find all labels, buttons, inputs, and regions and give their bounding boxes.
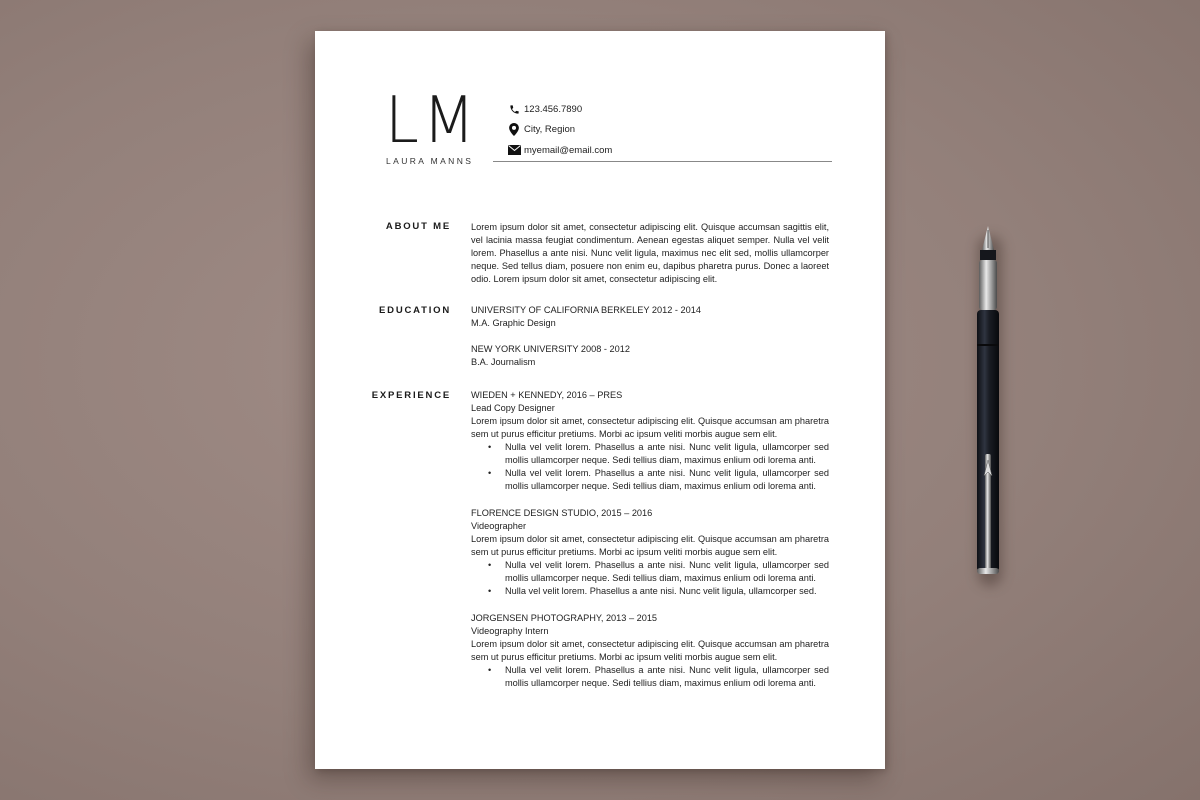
experience-heading: EXPERIENCE (371, 390, 451, 401)
job-entry (471, 389, 829, 493)
education-item (471, 304, 829, 330)
education-heading: EDUCATION (379, 305, 451, 316)
fountain-pen-icon (968, 224, 1008, 584)
school-name: NEW YORK UNIVERSITY 2008 - 2012 (471, 344, 630, 354)
degree: M.A. Graphic Design (471, 318, 556, 328)
experience-list (471, 389, 829, 704)
bullet-icon: • (488, 586, 492, 596)
bullet-text: Nulla vel velit lorem. Phasellus a ante nisi. Nunc velit ligula, ullamcorper sed mollis ullamcorper neque. Sedi tellius diam, maximus enlium odi lorema anti. (505, 665, 829, 688)
bullet-icon: • (488, 560, 492, 570)
resume-page (315, 31, 885, 769)
bullet-item (471, 559, 829, 585)
job-company: JORGENSEN PHOTOGRAPHY, 2013 – 2015 (471, 613, 658, 623)
bullet-item (471, 664, 829, 690)
job-bullets (471, 441, 829, 493)
bullet-item (471, 467, 829, 493)
bullet-icon: • (488, 665, 492, 675)
envelope-icon (507, 145, 521, 155)
job-bullets (471, 559, 829, 598)
job-summary: Lorem ipsum dolor sit amet, consectetur adipiscing elit. Quisque accumsan am pharetra sem ut purus efficitur pretiums. Morbi ac ipsum veliti morbis augue sem elit. (471, 639, 829, 662)
job-company: WIEDEN + KENNEDY, 2016 – PRES (471, 390, 623, 400)
bullet-icon: • (488, 442, 492, 452)
bullet-text: Nulla vel velit lorem. Phasellus a ante nisi. Nunc velit ligula, ullamcorper sed mollis ullamcorper neque. Sedi tellius diam, maximus enlium odi lorema anti. (505, 442, 829, 465)
job-role: Videographer (471, 521, 526, 531)
phone-icon (507, 104, 521, 115)
about-heading: ABOUT ME (385, 221, 451, 232)
job-role: Lead Copy Designer (471, 403, 555, 413)
location-pin-icon (507, 123, 521, 136)
education-item (471, 343, 829, 369)
job-entry (471, 507, 829, 598)
header-divider (493, 161, 832, 162)
location-text: City, Region (524, 124, 576, 136)
job-entry (471, 612, 829, 690)
contact-block (507, 99, 612, 161)
contact-email (507, 140, 612, 161)
education-list (471, 304, 829, 382)
school-name: UNIVERSITY OF CALIFORNIA BERKELEY 2012 - 2014 (471, 305, 701, 315)
email-text: myemail@email.com (524, 144, 613, 156)
bullet-text: Nulla vel velit lorem. Phasellus a ante nisi. Nunc velit ligula, ullamcorper sed mollis ullamcorper neque. Sedi tellius diam, maximus enlium odi lorema anti. (505, 468, 829, 491)
monogram: LM (385, 84, 479, 158)
bullet-item (471, 441, 829, 467)
job-role: Videography Intern (471, 626, 549, 636)
phone-text: 123.456.7890 (524, 103, 583, 115)
full-name: LAURA MANNS (386, 156, 474, 166)
job-summary: Lorem ipsum dolor sit amet, consectetur adipiscing elit. Quisque accumsan am pharetra sem ut purus efficitur pretiums. Morbi ac ipsum veliti morbis augue sem elit. (471, 416, 829, 439)
bullet-item (471, 585, 829, 598)
contact-phone (507, 99, 612, 120)
job-summary: Lorem ipsum dolor sit amet, consectetur adipiscing elit. Quisque accumsan am pharetra sem ut purus efficitur pretiums. Morbi ac ipsum veliti morbis augue sem elit. (471, 534, 829, 557)
bullet-text: Nulla vel velit lorem. Phasellus a ante nisi. Nunc velit ligula, ullamcorper sed mollis ullamcorper neque. Sedi tellius diam, maximus enlium odi lorema anti. (505, 560, 829, 583)
degree: B.A. Journalism (471, 357, 536, 367)
job-bullets (471, 664, 829, 690)
job-company: FLORENCE DESIGN STUDIO, 2015 – 2016 (471, 508, 653, 518)
bullet-text: Nulla vel velit lorem. Phasellus a ante nisi. Nunc velit ligula, ullamcorper sed. (505, 586, 817, 596)
bullet-icon: • (488, 468, 492, 478)
about-text: Lorem ipsum dolor sit amet, consectetur adipiscing elit. Quisque accumsan sagittis elit, vel lacinia massa feugiat condimentum. Aenean egestas aliquet semper. Nulla vel velit lorem. Phasellus a ante nisi. Nunc velit ligula, maximus nec elit sed, mollis ullamcorper neque. Sed tellus diam, posuere non enim eu, dapibus pharetra purus. Donec a laoreet odio. Lorem ipsum dolor sit amet, consectetur adipiscing elit. (471, 222, 829, 284)
contact-location (507, 120, 612, 141)
